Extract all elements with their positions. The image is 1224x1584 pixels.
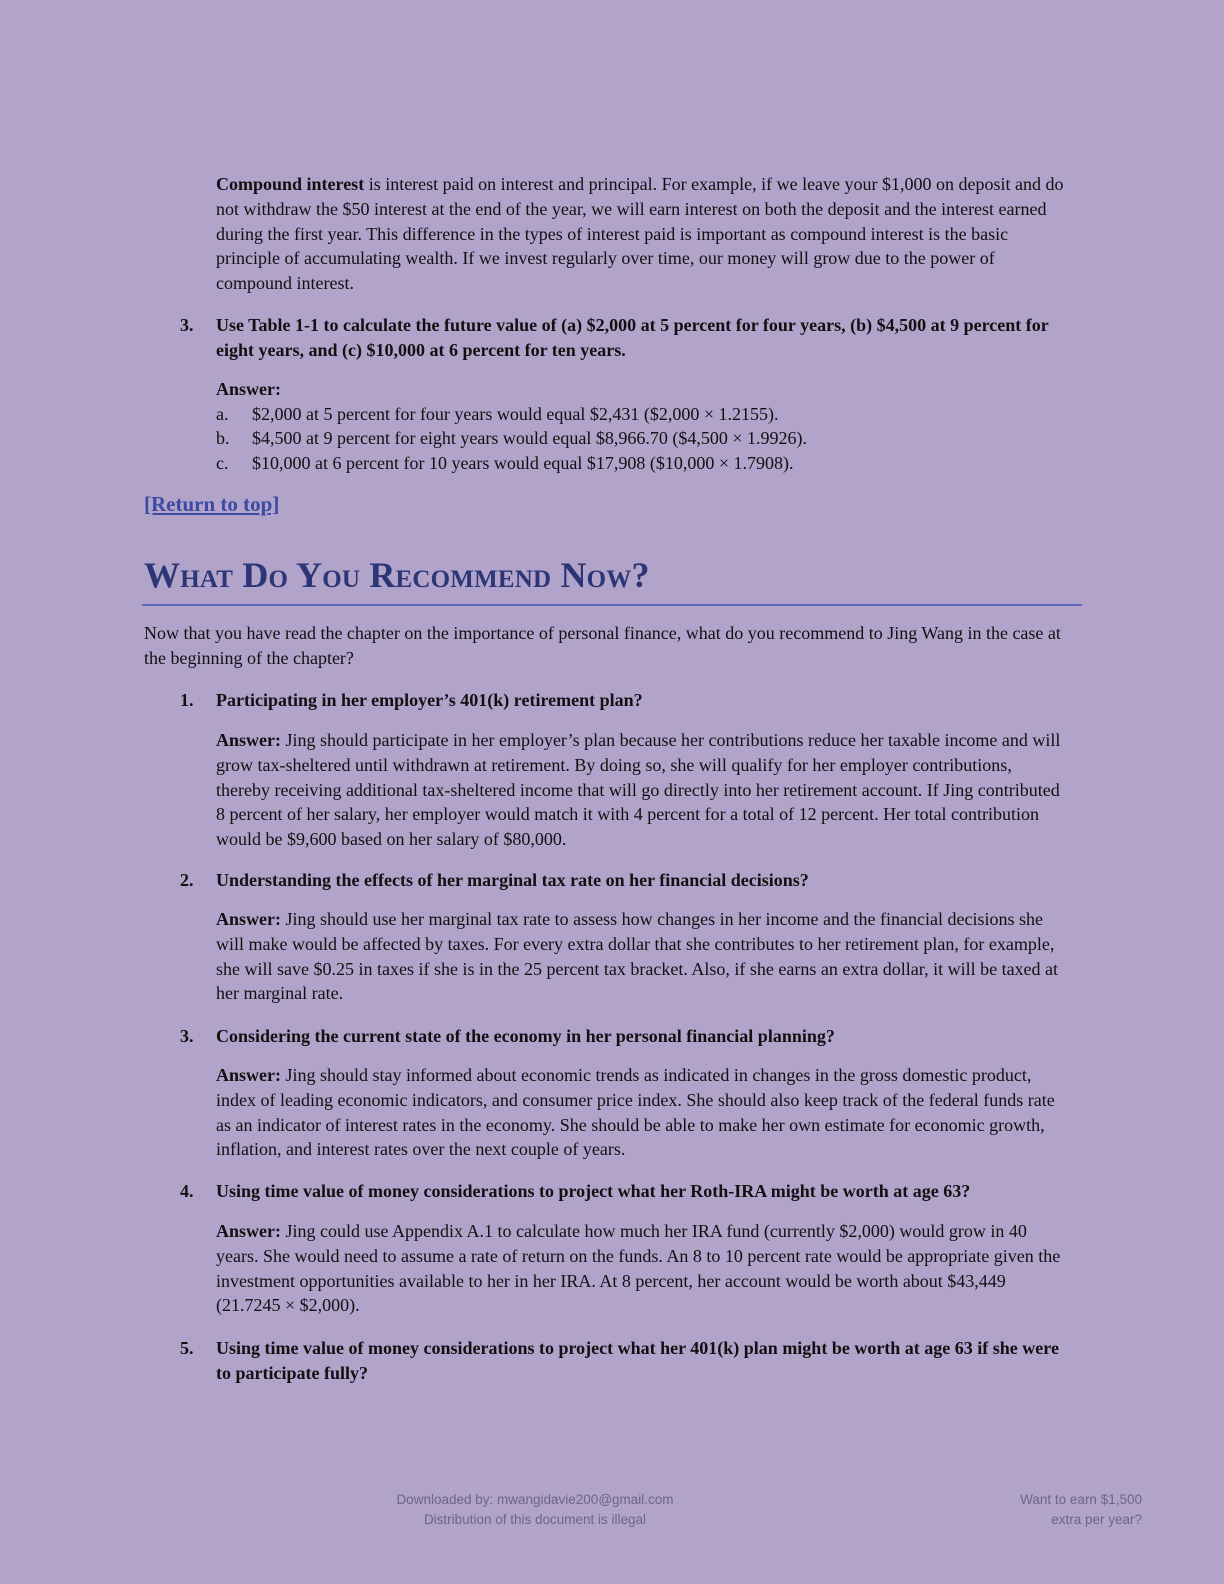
compound-interest-paragraph [216, 172, 1066, 296]
answer-text: Jing could use Appendix A.1 to calculate how much her IRA fund (currently $2,000) would grow in 40 years. She would need to assume a rate of return on the funds. An 8 to 10 percent rate would be appropriate given the investment opportunities available to her in her IRA. At 8 percent, her account would be worth about $43,449 (21.7245 × $2,000). [216, 1221, 1061, 1316]
answer-item-b: $4,500 at 9 percent for eight years would equal $8,966.70 ($4,500 × 1.9926). [252, 428, 808, 448]
answer-item-c: $10,000 at 6 percent for 10 years would equal $17,908 ($10,000 × 1.7908). [252, 453, 794, 473]
promo-line-1: Want to earn $1,500 [1020, 1492, 1142, 1507]
answer-item-letter-c: c. [216, 453, 229, 473]
return-to-top-link[interactable]: [Return to top] [144, 492, 280, 516]
recommend-question-4: Using time value of money considerations to project what her Roth-IRA might be worth at age 63? [216, 1181, 971, 1201]
answer-text: Jing should use her marginal tax rate to assess how changes in her income and the financial decisions she will make would be affected by taxes. For every extra dollar that she contributes to her retirement plan, for example, she will save $0.25 in taxes if she is in the 25 percent tax bracket. Also, if she earns an extra dollar, it will be taxed at her marginal rate. [216, 909, 1059, 1004]
question-3-text: Use Table 1-1 to calculate the future value of (a) $2,000 at 5 percent for four years, (b) $4,500 at 9 percent for eight years, and (c) $10,000 at 6 percent for ten years. [216, 315, 1049, 360]
heading-divider [142, 604, 1082, 606]
compound-interest-term: Compound interest [216, 174, 365, 194]
question-3-number: 3. [180, 315, 194, 335]
question-3-answer-label: Answer: [216, 379, 281, 399]
answer-item-letter-a: a. [216, 404, 229, 424]
recommend-question-2: Understanding the effects of her marginal tax rate on her financial decisions? [216, 870, 809, 890]
recommend-answer-3 [216, 1063, 1066, 1162]
answer-label: Answer: [216, 730, 281, 750]
recommend-question-5-number: 5. [180, 1338, 194, 1358]
promo-line-2: extra per year? [1051, 1512, 1142, 1527]
section-heading: What Do You Recommend Now? [144, 555, 650, 595]
section-intro: Now that you have read the chapter on the importance of personal finance, what do you recommend to Jing Wang in the case at the beginning of the chapter? [144, 623, 1061, 668]
answer-label: Answer: [216, 909, 281, 929]
distribution-line: Distribution of this document is illegal [423, 1512, 647, 1527]
recommend-question-1: Participating in her employer’s 401(k) retirement plan? [216, 690, 643, 710]
recommend-question-4-number: 4. [180, 1181, 194, 1201]
compound-interest-text: is interest paid on interest and principal. For example, if we leave your $1,000 on deposit and do not withdraw the $50 interest at the end of the year, we will earn interest on both the deposit and the interest earned during the first year. This difference in the types of interest paid is important as compound interest is the basic principle of accumulating wealth. If we invest regularly over time, our money will grow due to the power of compound interest. [216, 174, 1064, 294]
recommend-answer-2 [216, 907, 1066, 1006]
recommend-question-5: Using time value of money considerations to project what her 401(k) plan might be worth at age 63 if she were to participate fully? [216, 1338, 1059, 1383]
answer-text: Jing should stay informed about economic trends as indicated in changes in the gross domestic product, index of leading economic indicators, and consumer price index. She should also keep track of the federal funds rate as an indicator of interest rates in the economy. She should be able to make her own estimate for economic growth, inflation, and interest rates over the next couple of years. [216, 1065, 1055, 1160]
recommend-question-1-number: 1. [180, 690, 194, 710]
recommend-answer-1 [216, 728, 1066, 852]
recommend-question-2-number: 2. [180, 870, 194, 890]
download-notice [330, 1490, 740, 1530]
recommend-answer-4 [216, 1219, 1066, 1318]
promo-notice[interactable] [960, 1490, 1142, 1530]
download-line: Downloaded by: mwangidavie200@gmail.com [396, 1492, 674, 1507]
answer-item-letter-b: b. [216, 428, 230, 448]
recommend-question-3-number: 3. [180, 1026, 194, 1046]
answer-label: Answer: [216, 1065, 281, 1085]
answer-item-a: $2,000 at 5 percent for four years would equal $2,431 ($2,000 × 1.2155). [252, 404, 779, 424]
answer-label: Answer: [216, 1221, 281, 1241]
recommend-question-3: Considering the current state of the economy in her personal financial planning? [216, 1026, 835, 1046]
answer-text: Jing should participate in her employer’s plan because her contributions reduce her taxable income and will grow tax-sheltered until withdrawn at retirement. By doing so, she will qualify for her employer contributions, thereby receiving additional tax-sheltered income that will go directly into her retirement account. If Jing contributed 8 percent of her salary, her employer would match it with 4 percent for a total of 12 percent. Her total contribution would be $9,600 based on her salary of $80,000. [216, 730, 1061, 850]
